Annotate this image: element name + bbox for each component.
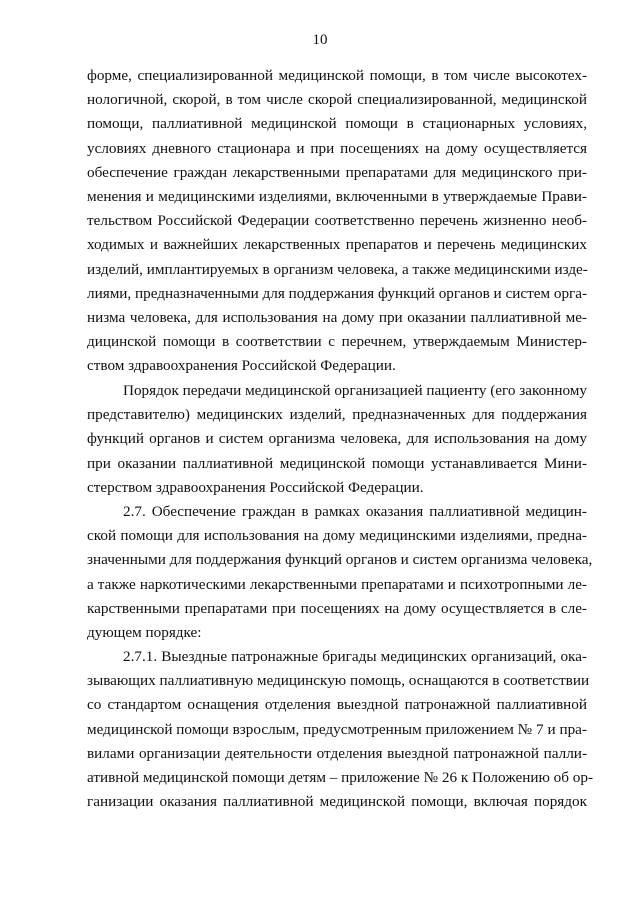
text-line: дицинской помощи в соответствии с перечнем, утверждаемым Министер- (87, 333, 587, 351)
text-line: при оказании паллиативной медицинской помощи устанавливается Мини- (87, 454, 587, 472)
text-line: обеспечение граждан лекарственными препаратами для медицинского при- (87, 163, 587, 181)
text-line: дующем порядке: (87, 623, 202, 641)
text-line: ством здравоохранения Российской Федерации. (87, 357, 396, 375)
text-line: стерством здравоохранения Российской Федерации. (87, 478, 424, 496)
text-line: ской помощи для использования на дому медицинскими изделиями, предна- (87, 527, 587, 545)
text-line: со стандартом оснащения отделения выездной патронажной паллиативной (87, 696, 587, 714)
text-line: ганизации оказания паллиативной медицинской помощи, включая порядок (87, 793, 587, 811)
text-line: нологичной, скорой, в том числе скорой специализированной, медицинской (87, 91, 587, 109)
text-line: медицинской помощи взрослым, предусмотренным приложением № 7 и пра- (87, 720, 587, 738)
paragraph-4 (87, 645, 593, 814)
text-line: тельством Российской Федерации соответственно перечень жизненно необ- (87, 212, 587, 230)
paragraph-2 (87, 379, 587, 500)
paragraph-3 (87, 500, 593, 645)
text-line: условиях дневного стационара и при посещениях на дому осуществляется (87, 139, 587, 157)
text-line: ходимых и важнейших лекарственных препаратов и перечень медицинских (87, 236, 587, 254)
text-line: функций органов и систем организма человека, для использования на дому (87, 430, 587, 448)
text-line: менения и медицинскими изделиями, включенными в утверждаемые Прави- (87, 187, 587, 205)
text-line: Порядок передачи медицинской организацией пациенту (его законному (123, 382, 587, 399)
text-line: низма человека, для использования на дому при оказании паллиативной ме- (87, 308, 587, 326)
paragraph-1 (87, 64, 587, 378)
text-line: лиями, предназначенными для поддержания функций органов и систем орга- (87, 284, 588, 302)
text-line: вилами организации деятельности отделения выездной патронажной палли- (87, 744, 587, 762)
text-line: ативной медицинской помощи детям – приложение № 26 к Положению об ор- (87, 768, 593, 786)
text-line: значенными для поддержания функций органов и систем организма человека, (87, 551, 593, 569)
text-line: зывающих паллиативную медицинскую помощь, оснащаются в соответствии (87, 672, 590, 690)
page-number: 10 (312, 32, 328, 48)
text-line: помощи, паллиативной медицинской помощи в стационарных условиях, (87, 115, 587, 133)
text-line: 2.7. Обеспечение граждан в рамках оказания паллиативной медицин- (123, 503, 587, 520)
text-line: изделий, имплантируемых в организм человека, а также медицинскими изде- (87, 260, 588, 278)
text-line: форме, специализированной медицинской помощи, в том числе высокотех- (87, 67, 587, 84)
text-line: 2.7.1. Выездные патронажные бригады медицинских организаций, ока- (123, 648, 587, 665)
text-line: а также наркотическими лекарственными препаратами и психотропными ле- (87, 575, 587, 593)
text-line: представителю) медицинских изделий, предназначенных для поддержания (87, 406, 587, 424)
text-line: карственными препаратами при посещениях на дому осуществляется в сле- (87, 599, 587, 617)
